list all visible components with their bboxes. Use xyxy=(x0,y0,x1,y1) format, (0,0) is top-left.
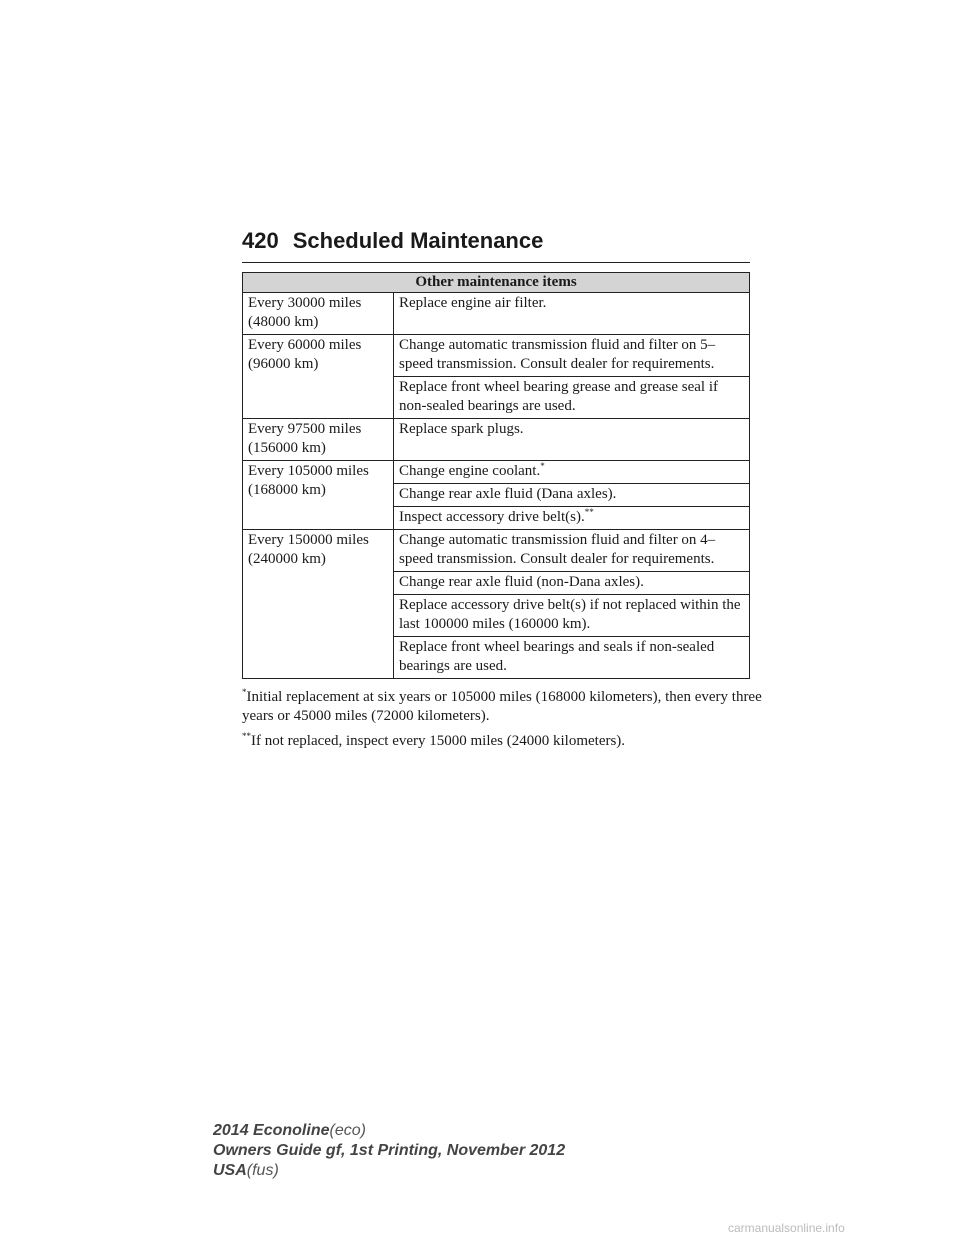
task-cell xyxy=(394,335,750,377)
footer-model-line xyxy=(213,1121,565,1141)
footer-region-code: (fus) xyxy=(246,1162,279,1179)
task-text: Replace front wheel bearings and seals if non-sealed bearings are used. xyxy=(399,639,715,674)
footnote-symbol: * xyxy=(242,687,247,697)
table-header-row xyxy=(243,273,750,293)
interval-cell xyxy=(243,461,394,530)
interval-miles: Every 60000 miles xyxy=(248,337,362,353)
footnote-mark: ** xyxy=(584,507,594,517)
task-cell xyxy=(394,419,750,461)
task-cell xyxy=(394,595,750,637)
footer-region-line xyxy=(213,1161,565,1181)
header-rule xyxy=(242,262,750,263)
task-text: Replace engine air filter. xyxy=(399,295,547,311)
task-cell xyxy=(394,377,750,419)
page-number: 420 xyxy=(242,228,279,253)
task-text: Change automatic transmission fluid and filter on 5–speed transmission. Consult dealer for requirements. xyxy=(399,337,716,372)
table-row xyxy=(243,293,750,335)
footnote-text: If not replaced, inspect every 15000 miles (24000 kilometers). xyxy=(251,733,626,749)
task-text: Replace spark plugs. xyxy=(399,421,524,437)
task-text: Change engine coolant. xyxy=(399,463,541,479)
interval-cell xyxy=(243,419,394,461)
interval-cell xyxy=(243,530,394,679)
interval-miles: Every 30000 miles xyxy=(248,295,362,311)
interval-miles: Every 150000 miles xyxy=(248,532,369,548)
task-text: Change rear axle fluid (non-Dana axles). xyxy=(399,574,644,590)
footnote xyxy=(242,688,762,726)
interval-km: (48000 km) xyxy=(248,314,319,330)
task-cell xyxy=(394,530,750,572)
task-text: Replace accessory drive belt(s) if not replaced within the last 100000 miles (160000 km). xyxy=(399,597,741,632)
task-cell xyxy=(394,293,750,335)
footnote xyxy=(242,732,762,751)
table-row xyxy=(243,335,750,377)
table-row xyxy=(243,530,750,572)
task-cell xyxy=(394,507,750,530)
watermark: carmanualsonline.info xyxy=(728,1221,845,1235)
interval-cell xyxy=(243,293,394,335)
footer-region: USA xyxy=(213,1162,247,1179)
maintenance-table xyxy=(242,272,750,679)
footer-model: 2014 Econoline xyxy=(213,1122,330,1139)
page-header xyxy=(242,228,750,254)
task-text: Change automatic transmission fluid and filter on 4–speed transmission. Consult dealer for requirements. xyxy=(399,532,716,567)
section-title: Scheduled Maintenance xyxy=(292,228,544,253)
footnote-symbol: ** xyxy=(242,731,251,741)
page-footer xyxy=(213,1121,565,1181)
table-row xyxy=(243,461,750,484)
interval-km: (96000 km) xyxy=(248,356,319,372)
interval-km: (168000 km) xyxy=(248,482,326,498)
task-cell xyxy=(394,461,750,484)
interval-miles: Every 105000 miles xyxy=(248,463,369,479)
table-title: Other maintenance items xyxy=(243,273,750,293)
task-text: Change rear axle fluid (Dana axles). xyxy=(399,486,617,502)
interval-km: (156000 km) xyxy=(248,440,326,456)
footnotes xyxy=(242,688,762,757)
task-text: Inspect accessory drive belt(s). xyxy=(399,509,585,525)
task-cell xyxy=(394,637,750,679)
task-cell xyxy=(394,484,750,507)
task-cell xyxy=(394,572,750,595)
task-text: Replace front wheel bearing grease and grease seal if non-sealed bearings are used. xyxy=(399,379,719,414)
interval-km: (240000 km) xyxy=(248,551,326,567)
interval-cell xyxy=(243,335,394,419)
interval-miles: Every 97500 miles xyxy=(248,421,362,437)
footer-model-code: (eco) xyxy=(329,1122,366,1139)
footer-guide-line xyxy=(213,1141,565,1161)
footnote-mark: * xyxy=(540,461,545,471)
table-body xyxy=(243,293,750,679)
table-row xyxy=(243,419,750,461)
footnote-text: Initial replacement at six years or 105000 miles (168000 kilometers), then every three years or 45000 miles (72000 kilometers). xyxy=(242,689,762,724)
footer-guide: Owners Guide gf, 1st Printing, November 2012 xyxy=(213,1142,566,1159)
